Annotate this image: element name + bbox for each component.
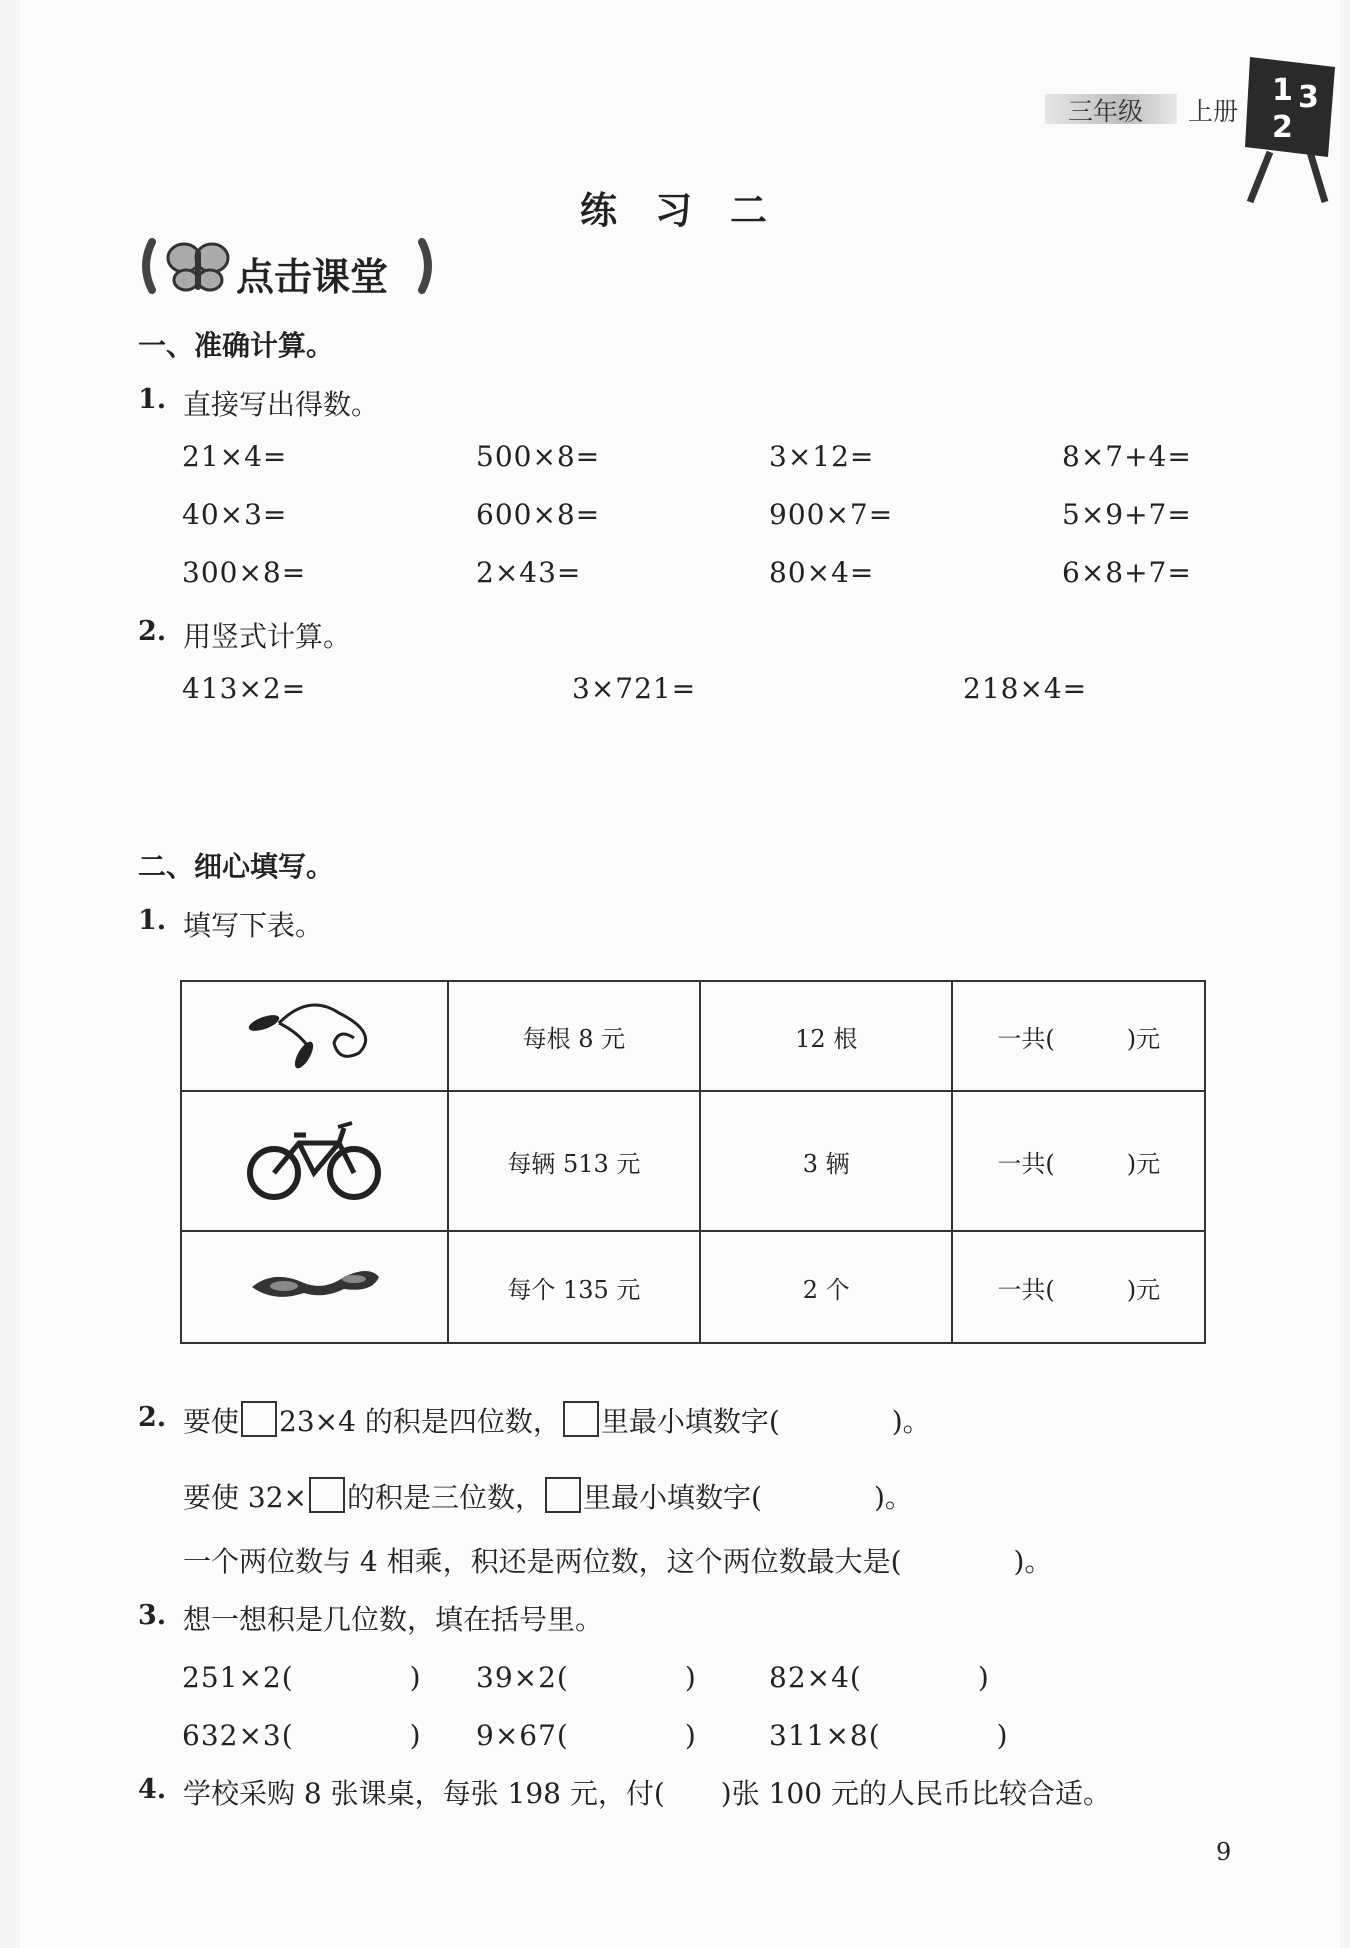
calc-item: 500×8=	[476, 440, 601, 473]
digit-count-item: 311×8( )	[769, 1719, 1009, 1752]
s1-q2-text: 用竖式计算。	[183, 620, 352, 653]
q2-line2-b: 的积是三位数，	[347, 1481, 544, 1514]
q2-line1-c: 里最小填数字( )。	[600, 1405, 931, 1438]
badge-label: 点击课堂	[236, 255, 389, 299]
price-table	[180, 980, 1206, 1344]
calc-item: 8×7+4=	[1062, 440, 1192, 473]
s1-q1-text: 直接写出得数。	[183, 388, 380, 421]
table-cell-total: 一共( )元	[952, 981, 1205, 1091]
table-cell-image	[181, 1091, 448, 1231]
digit-count-item: 632×3( )	[182, 1719, 422, 1752]
table-cell-price: 每个 135 元	[448, 1231, 700, 1343]
calc-item: 2×43=	[476, 556, 582, 589]
calc-item: 80×4=	[769, 556, 875, 589]
table-row	[181, 1091, 1205, 1231]
s2-q3-text: 想一想积是几位数，填在括号里。	[183, 1603, 604, 1636]
blank-box	[545, 1477, 581, 1513]
table-cell-qty: 12 根	[700, 981, 952, 1091]
skateboard-icon	[244, 1259, 384, 1309]
calc-item: 300×8=	[182, 556, 307, 589]
calc-item: 600×8=	[476, 498, 601, 531]
table-cell-qty: 2 个	[700, 1231, 952, 1343]
table-row	[181, 1231, 1205, 1343]
q2-line2-c: 里最小填数字( )。	[583, 1481, 913, 1514]
s2-q2-line2	[183, 1476, 913, 1516]
table-row	[181, 981, 1205, 1091]
s2-q2-line3: 一个两位数与 4 相乘，积还是两位数，这个两位数最大是( )。	[183, 1545, 1053, 1578]
bicycle-icon	[244, 1113, 384, 1203]
digit-count-item: 251×2( )	[182, 1661, 422, 1694]
chalkboard-logo-icon	[1240, 52, 1340, 212]
table-cell-image	[181, 981, 448, 1091]
s2-q4-number: 4.	[138, 1774, 167, 1805]
volume-label: 上册	[1188, 97, 1239, 126]
q2-line2-a: 要使 32×	[183, 1481, 307, 1514]
q2-line1-b: 23×4 的积是四位数，	[279, 1405, 561, 1438]
blank-box	[563, 1401, 599, 1437]
jump-rope-icon	[239, 993, 389, 1073]
table-cell-price: 每辆 513 元	[448, 1091, 700, 1231]
s2-q1-text: 填写下表。	[183, 909, 324, 942]
logo-digit-1: 1	[1272, 73, 1293, 108]
table-cell-image	[181, 1231, 448, 1343]
calc-item: 6×8+7=	[1062, 556, 1192, 589]
section2-heading: 二、细心填写。	[138, 850, 335, 883]
vertical-calc-item: 413×2=	[182, 672, 307, 705]
butterfly-icon	[168, 244, 228, 290]
blank-box	[309, 1477, 345, 1513]
vertical-calc-item: 3×721=	[572, 672, 697, 705]
blank-box	[241, 1401, 277, 1437]
calc-item: 900×7=	[769, 498, 894, 531]
digit-count-item: 39×2( )	[476, 1661, 697, 1694]
logo-digit-2: 2	[1272, 110, 1293, 145]
s2-q2-number: 2.	[138, 1402, 167, 1433]
table-cell-qty: 3 辆	[700, 1091, 952, 1231]
table-cell-total: 一共( )元	[952, 1231, 1205, 1343]
page-title: 练习二	[580, 189, 805, 232]
section1-heading: 一、准确计算。	[138, 329, 335, 362]
logo-digit-3: 3	[1298, 80, 1319, 115]
calc-item: 21×4=	[182, 440, 288, 473]
q2-line1-a: 要使	[183, 1405, 240, 1438]
digit-count-item: 9×67( )	[476, 1719, 697, 1752]
calc-item: 5×9+7=	[1062, 498, 1192, 531]
s1-q2-number: 2.	[138, 616, 167, 647]
s2-q3-number: 3.	[138, 1600, 167, 1631]
s2-q1-number: 1.	[138, 905, 167, 936]
page-number: 9	[1216, 1838, 1232, 1866]
table-cell-price: 每根 8 元	[448, 981, 700, 1091]
s1-q1-number: 1.	[138, 384, 167, 415]
calc-item: 40×3=	[182, 498, 288, 531]
digit-count-item: 82×4( )	[769, 1661, 990, 1694]
s2-q2-line1	[183, 1400, 931, 1440]
calc-item: 3×12=	[769, 440, 875, 473]
s2-q4-text: 学校采购 8 张课桌，每张 198 元，付( )张 100 元的人民币比较合适。	[183, 1777, 1111, 1810]
grade-label: 三年级	[1068, 97, 1144, 126]
vertical-calc-item: 218×4=	[963, 672, 1088, 705]
table-cell-total: 一共( )元	[952, 1091, 1205, 1231]
